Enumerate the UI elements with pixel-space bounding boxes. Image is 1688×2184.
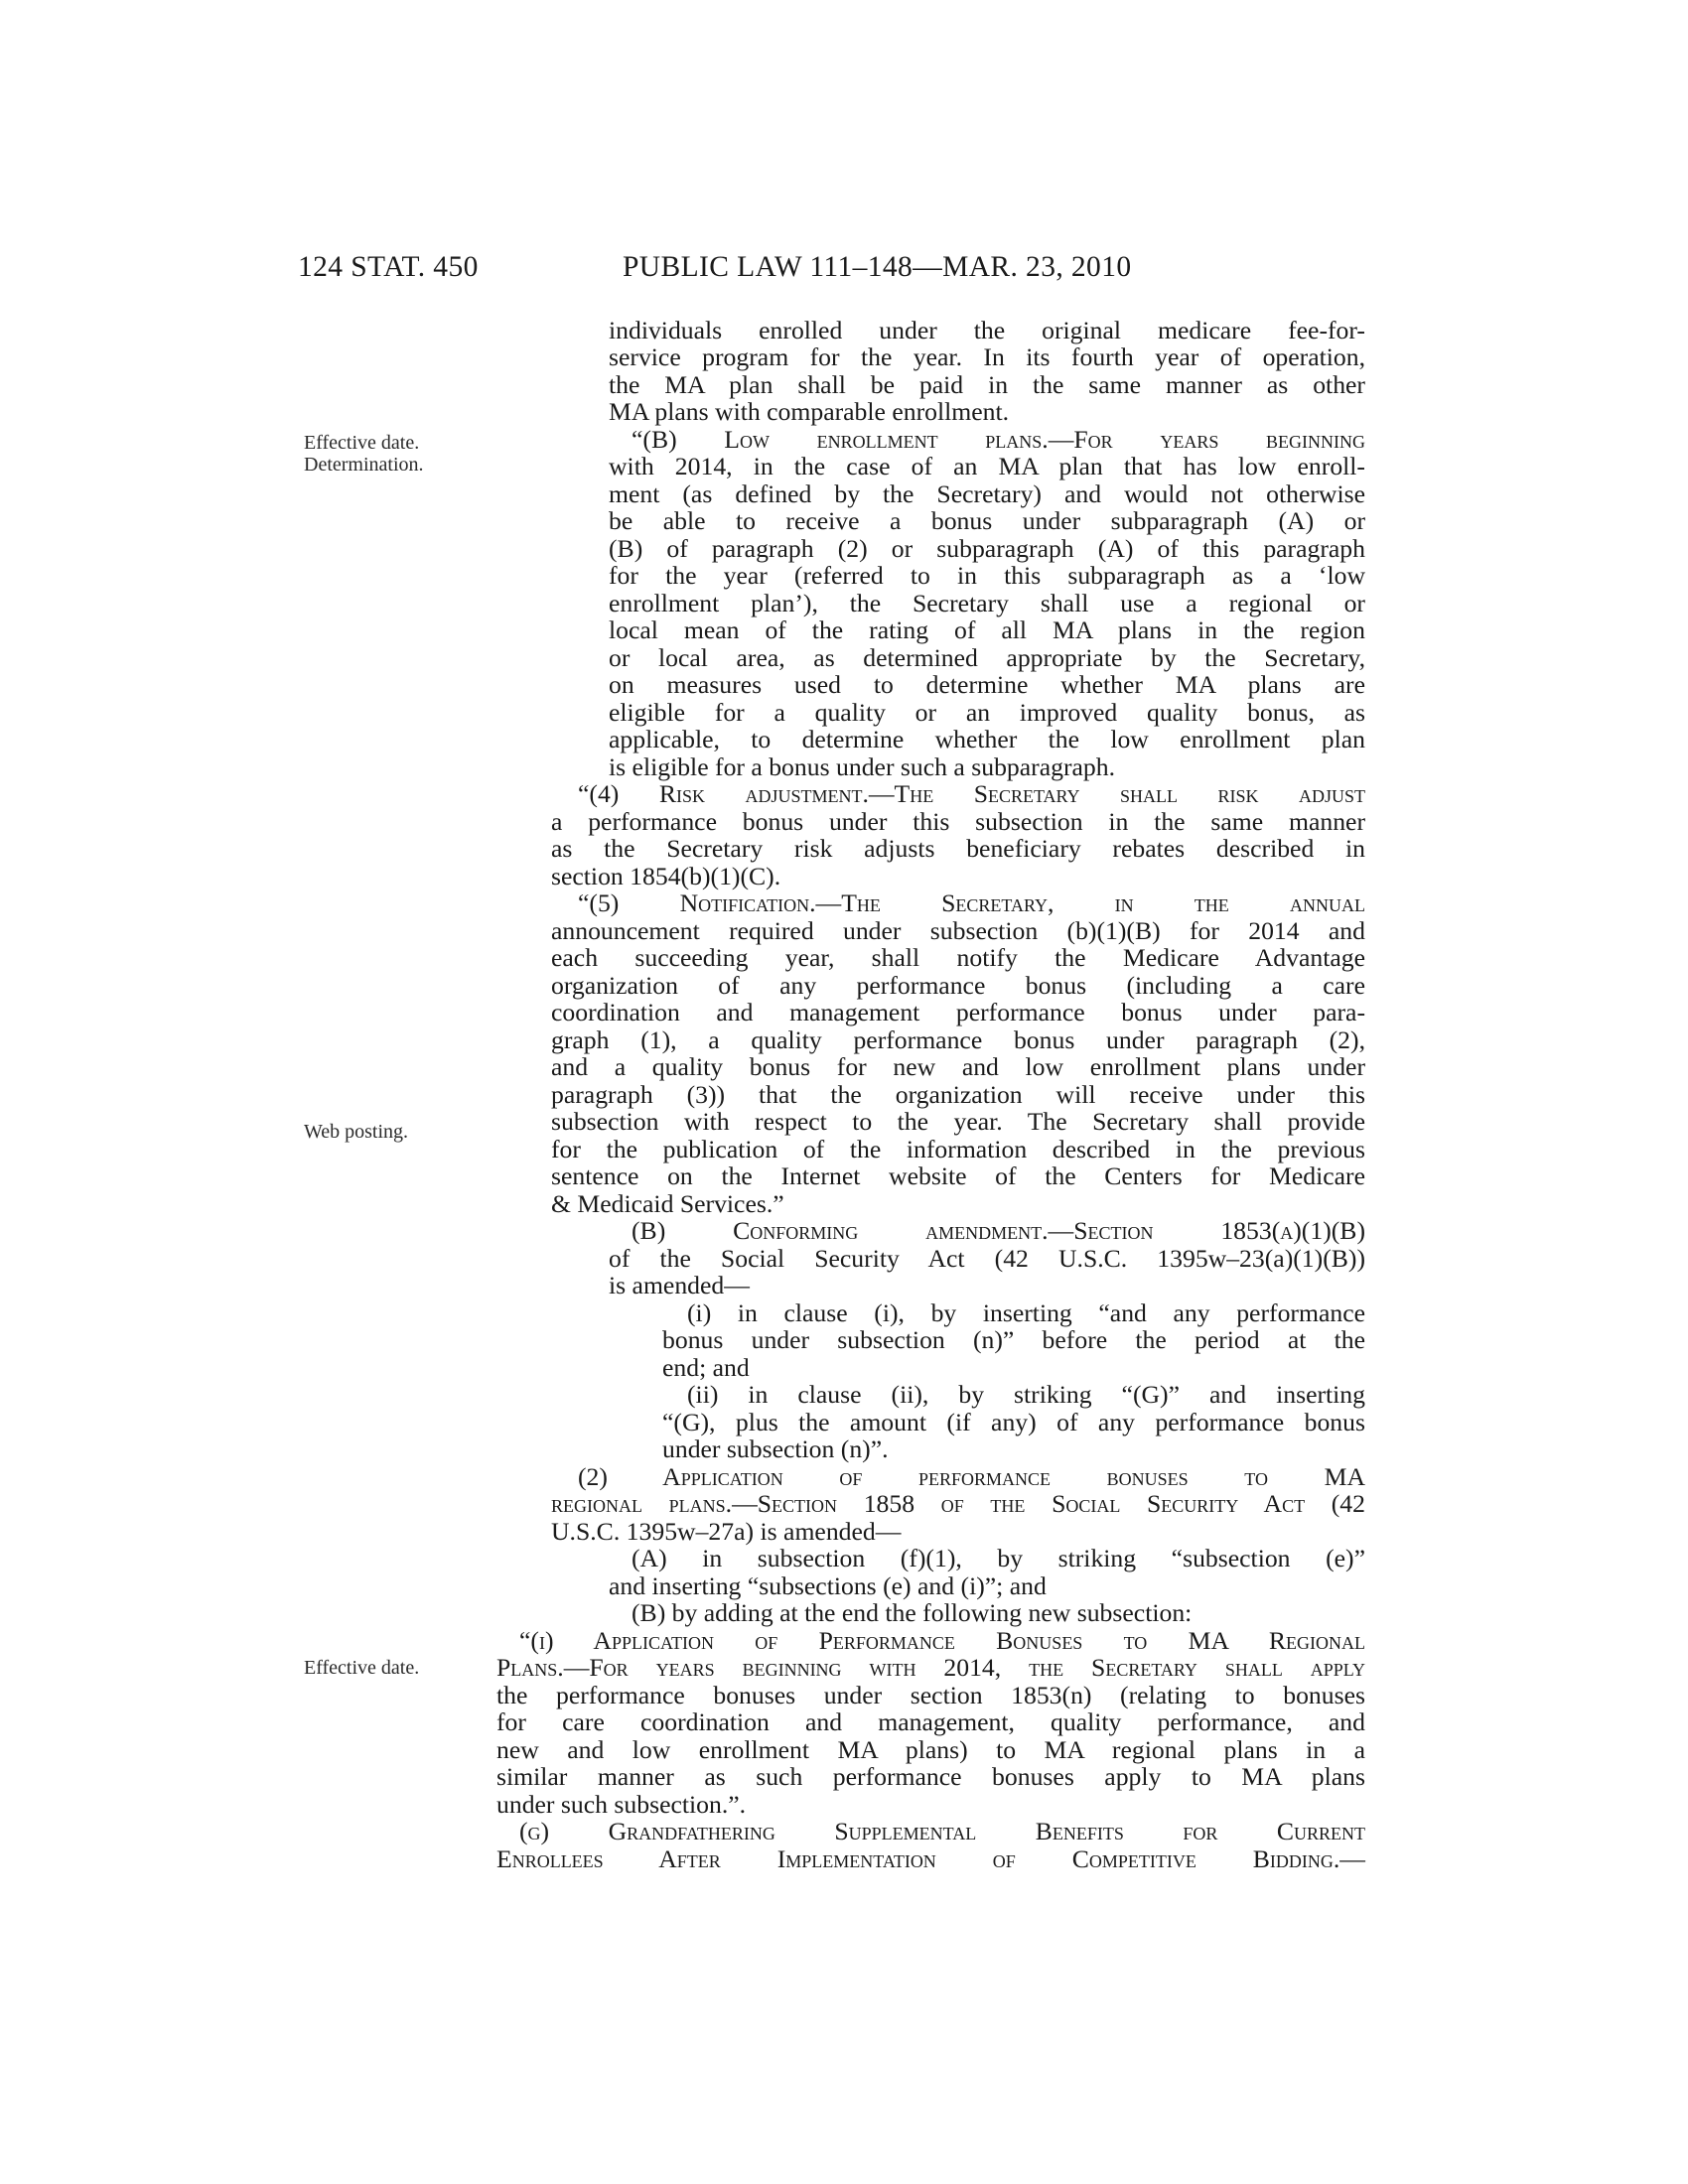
- text-line: section 1854(b)(1)(C).: [551, 862, 781, 890]
- text-line: (2) Application of performance bonuses to MA: [578, 1462, 1365, 1491]
- text-line: as the Secretary risk adjusts beneficiary rebates described in: [551, 834, 1365, 863]
- text-line: with 2014, in the case of an MA plan that has low enroll-: [609, 452, 1365, 480]
- text-line: individuals enrolled under the original medicare fee-for-: [609, 316, 1365, 344]
- text-line: subsection with respect to the year. The Secretary shall provide: [551, 1107, 1365, 1136]
- text-line: a performance bonus under this subsection in the same manner: [551, 807, 1365, 836]
- text-line: (ii) in clause (ii), by striking “(G)” and inserting: [687, 1380, 1365, 1409]
- text-line: eligible for a quality or an improved quality bonus, as: [609, 698, 1365, 727]
- margin-note-effective-date: Effective date.: [304, 432, 420, 454]
- text-line: the MA plan shall be paid in the same manner as other: [609, 370, 1365, 399]
- margin-note-determination: Determination.: [304, 454, 424, 476]
- text-line: similar manner as such performance bonuses apply to MA plans: [496, 1762, 1365, 1791]
- text-line: or local area, as determined appropriate by the Secretary,: [609, 643, 1365, 672]
- text-line: (B) Conforming amendment.—Section 1853(a)(1)(B): [632, 1216, 1365, 1245]
- text-line: (g) Grandfathering Supplemental Benefits for Current: [519, 1817, 1365, 1845]
- text-line: coordination and management performance bonus under para-: [551, 998, 1365, 1026]
- text-line: for the year (referred to in this subparagraph as a ‘low: [609, 561, 1365, 590]
- text-line: ment (as defined by the Secretary) and would not otherwise: [609, 479, 1365, 508]
- text-line: for care coordination and management, quality performance, and: [496, 1707, 1365, 1736]
- text-line: Plans.—For years beginning with 2014, the Secretary shall apply: [496, 1653, 1365, 1682]
- page-header: [298, 251, 1380, 291]
- page-number: 124 STAT. 450: [298, 251, 479, 283]
- text-line: and a quality bonus for new and low enrollment plans under: [551, 1052, 1365, 1081]
- text-line: applicable, to determine whether the low enrollment plan: [609, 725, 1365, 753]
- text-line: “(G), plus the amount (if any) of any performance bonus: [662, 1408, 1365, 1436]
- text-line: “(5) Notification.—The Secretary, in the annual: [578, 888, 1365, 917]
- text-line: be able to receive a bonus under subparagraph (A) or: [609, 506, 1365, 535]
- text-line: & Medicaid Services.”: [551, 1189, 784, 1218]
- text-line: (i) in clause (i), by inserting “and any performance: [687, 1298, 1365, 1327]
- text-line: “(4) Risk adjustment.—The Secretary shall risk adjust: [578, 779, 1365, 808]
- text-line: is eligible for a bonus under such a subparagraph.: [609, 752, 1116, 781]
- text-line: (A) in subsection (f)(1), by striking “subsection (e)”: [632, 1544, 1365, 1572]
- text-line: announcement required under subsection (b)(1)(B) for 2014 and: [551, 916, 1365, 945]
- text-line: U.S.C. 1395w–27a) is amended—: [551, 1517, 902, 1546]
- text-line: local mean of the rating of all MA plans in the region: [609, 615, 1365, 644]
- margin-note-effective-date-2: Effective date.: [304, 1657, 420, 1679]
- text-line: “(i) Application of Performance Bonuses to MA Regional: [519, 1626, 1365, 1655]
- text-line: on measures used to determine whether MA plans are: [609, 670, 1365, 699]
- text-line: regional plans.—Section 1858 of the Social Security Act (42: [551, 1489, 1365, 1518]
- text-line: MA plans with comparable enrollment.: [609, 397, 1010, 426]
- margin-note-web-posting: Web posting.: [304, 1121, 409, 1143]
- text-line: each succeeding year, shall notify the Medicare Advantage: [551, 943, 1365, 972]
- text-line: under such subsection.”.: [496, 1790, 747, 1819]
- text-line: graph (1), a quality performance bonus under paragraph (2),: [551, 1025, 1365, 1054]
- text-line: of the Social Security Act (42 U.S.C. 1395w–23(a)(1)(B)): [609, 1244, 1365, 1273]
- text-line: enrollment plan’), the Secretary shall use a regional or: [609, 589, 1365, 617]
- text-line: bonus under subsection (n)” before the period at the: [662, 1325, 1365, 1354]
- text-line: under subsection (n)”.: [662, 1434, 889, 1463]
- text-line: (B) of paragraph (2) or subparagraph (A) of this paragraph: [609, 534, 1365, 563]
- text-line: (B) by adding at the end the following new subsection:: [632, 1598, 1193, 1627]
- text-line: end; and: [662, 1353, 750, 1382]
- text-line: new and low enrollment MA plans) to MA regional plans in a: [496, 1735, 1365, 1764]
- text-line: for the publication of the information described in the previous: [551, 1135, 1365, 1163]
- text-line: is amended—: [609, 1271, 750, 1299]
- text-line: service program for the year. In its fourth year of operation,: [609, 342, 1365, 371]
- page-title: PUBLIC LAW 111–148—MAR. 23, 2010: [623, 251, 1132, 283]
- text-line: “(B) Low enrollment plans.—For years beginning: [632, 425, 1365, 454]
- text-line: and inserting “subsections (e) and (i)”; and: [609, 1571, 1047, 1600]
- text-line: paragraph (3)) that the organization will receive under this: [551, 1080, 1365, 1109]
- text-line: sentence on the Internet website of the Centers for Medicare: [551, 1161, 1365, 1190]
- text-line: organization of any performance bonus (including a care: [551, 971, 1365, 1000]
- text-line: the performance bonuses under section 1853(n) (relating to bonuses: [496, 1681, 1365, 1709]
- text-line: Enrollees After Implementation of Competitive Bidding.—: [496, 1844, 1365, 1873]
